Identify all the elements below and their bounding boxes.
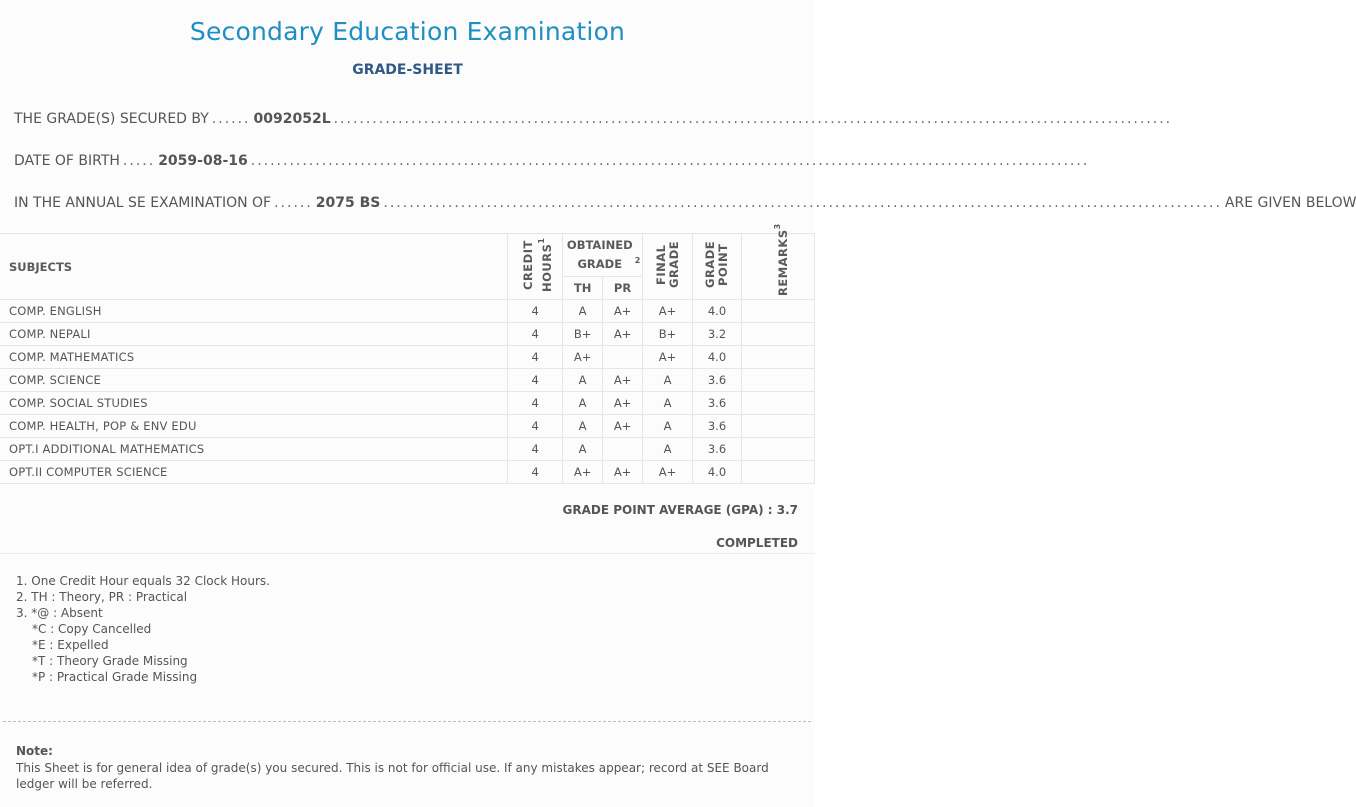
cell-grade-point: 3.6 bbox=[693, 438, 742, 461]
cell-final-grade: A bbox=[643, 392, 693, 415]
col-final-grade bbox=[643, 234, 693, 300]
cell-credit-hours: 4 bbox=[508, 415, 563, 438]
table-row bbox=[0, 392, 815, 415]
secured-by-value: 0092052L bbox=[253, 111, 331, 127]
cell-remarks bbox=[742, 461, 815, 484]
footnote-3-expelled: *E : Expelled bbox=[32, 638, 109, 652]
cell-th-grade: A+ bbox=[563, 346, 603, 369]
col-grade-point bbox=[693, 234, 742, 300]
col-credit-hours bbox=[508, 234, 563, 300]
dot-leader: .................................................................................................................................. bbox=[250, 153, 1090, 169]
grades-table bbox=[0, 223, 815, 484]
col-remarks bbox=[742, 223, 815, 300]
exam-tail: ARE GIVEN BELOW bbox=[1224, 195, 1356, 211]
gpa-summary: GRADE POINT AVERAGE (GPA) : 3.7 bbox=[562, 503, 798, 517]
cell-th-grade: A bbox=[563, 415, 603, 438]
exam-line bbox=[14, 195, 1356, 213]
cell-grade-point: 3.6 bbox=[693, 392, 742, 415]
cell-remarks bbox=[742, 392, 815, 415]
cell-remarks bbox=[742, 438, 815, 461]
dashed-divider bbox=[3, 721, 811, 722]
cell-grade-point: 4.0 bbox=[693, 461, 742, 484]
cell-th-grade: A bbox=[563, 300, 603, 323]
dob-label: DATE OF BIRTH bbox=[14, 153, 120, 169]
col-obtained-grade bbox=[563, 234, 643, 277]
cell-pr-grade: A+ bbox=[603, 415, 643, 438]
footnote-3-copy-cancelled: *C : Copy Cancelled bbox=[32, 622, 152, 636]
dob-value: 2059-08-16 bbox=[158, 153, 248, 169]
result-status: COMPLETED bbox=[716, 536, 798, 550]
col-obtained-grade-sup: 2 bbox=[634, 255, 641, 265]
cell-credit-hours: 4 bbox=[508, 323, 563, 346]
cell-grade-point: 4.0 bbox=[693, 300, 742, 323]
secured-by-line bbox=[14, 111, 1173, 129]
cell-remarks bbox=[742, 369, 815, 392]
cell-remarks bbox=[742, 323, 815, 346]
table-row bbox=[0, 323, 815, 346]
note-text: This Sheet is for general idea of grade(s) you secured. This is not for official use. If any mistakes appear; record at SEE Board ledger will be referred. bbox=[16, 761, 769, 791]
cell-th-grade: A+ bbox=[563, 461, 603, 484]
cell-remarks bbox=[742, 415, 815, 438]
cell-pr-grade: A+ bbox=[603, 392, 643, 415]
cell-pr-grade: A+ bbox=[603, 461, 643, 484]
cell-subject: COMP. NEPALI bbox=[0, 323, 508, 346]
cell-subject: OPT.I ADDITIONAL MATHEMATICS bbox=[0, 438, 508, 461]
footnotes bbox=[16, 573, 270, 685]
cell-final-grade: B+ bbox=[643, 323, 693, 346]
grades-table-body bbox=[0, 300, 815, 484]
cell-final-grade: A bbox=[643, 369, 693, 392]
cell-credit-hours: 4 bbox=[508, 346, 563, 369]
dot-leader: ...... bbox=[211, 111, 251, 127]
cell-credit-hours: 4 bbox=[508, 300, 563, 323]
cell-pr-grade: A+ bbox=[603, 323, 643, 346]
col-remarks-sup: 3 bbox=[773, 223, 782, 230]
exam-value: 2075 BS bbox=[315, 195, 381, 211]
cell-subject: COMP. SOCIAL STUDIES bbox=[0, 392, 508, 415]
exam-label: IN THE ANNUAL SE EXAMINATION OF bbox=[14, 195, 272, 211]
cell-grade-point: 3.6 bbox=[693, 415, 742, 438]
table-row bbox=[0, 346, 815, 369]
col-grade-point-label: GRADE POINT bbox=[703, 240, 731, 288]
dob-line bbox=[14, 153, 1090, 171]
cell-grade-point: 4.0 bbox=[693, 346, 742, 369]
cell-final-grade: A+ bbox=[643, 346, 693, 369]
table-row bbox=[0, 461, 815, 484]
cell-credit-hours: 4 bbox=[508, 438, 563, 461]
cell-final-grade: A bbox=[643, 438, 693, 461]
cell-subject: COMP. HEALTH, POP & ENV EDU bbox=[0, 415, 508, 438]
page-subtitle: GRADE-SHEET bbox=[352, 62, 463, 78]
col-credit-hours-label: CREDIT HOURS bbox=[521, 240, 554, 293]
col-th: TH bbox=[563, 276, 603, 299]
footnote-2: 2. TH : Theory, PR : Practical bbox=[16, 590, 188, 604]
cell-final-grade: A+ bbox=[643, 461, 693, 484]
cell-th-grade: A bbox=[563, 438, 603, 461]
col-credit-hours-sup: 1 bbox=[537, 237, 547, 244]
cell-subject: OPT.II COMPUTER SCIENCE bbox=[0, 461, 508, 484]
divider bbox=[0, 553, 815, 554]
cell-th-grade: B+ bbox=[563, 323, 603, 346]
cell-th-grade: A bbox=[563, 392, 603, 415]
dot-leader: ...... bbox=[274, 195, 313, 211]
cell-credit-hours: 4 bbox=[508, 369, 563, 392]
col-final-grade-label: FINAL GRADE bbox=[653, 240, 681, 288]
cell-pr-grade bbox=[603, 346, 643, 369]
footnote-1: 1. One Credit Hour equals 32 Clock Hours. bbox=[16, 574, 270, 588]
footnote-3-theory-missing: *T : Theory Grade Missing bbox=[32, 654, 188, 668]
col-remarks-label: REMARKS bbox=[775, 229, 790, 296]
col-subjects: SUBJECTS bbox=[0, 234, 508, 300]
cell-pr-grade: A+ bbox=[603, 300, 643, 323]
dot-leader: .................................................................................................................................. bbox=[333, 111, 1173, 127]
cell-final-grade: A bbox=[643, 415, 693, 438]
cell-grade-point: 3.2 bbox=[693, 323, 742, 346]
table-row bbox=[0, 369, 815, 392]
table-row bbox=[0, 300, 815, 323]
col-obtained-grade-label: OBTAINED GRADE bbox=[566, 237, 633, 271]
cell-credit-hours: 4 bbox=[508, 392, 563, 415]
cell-remarks bbox=[742, 300, 815, 323]
footnote-3: 3. *@ : Absent bbox=[16, 606, 103, 620]
dot-leader: ..... bbox=[122, 153, 156, 169]
cell-credit-hours: 4 bbox=[508, 461, 563, 484]
dot-leader: .................................................................................................................................. bbox=[383, 195, 1222, 211]
cell-remarks bbox=[742, 346, 815, 369]
cell-th-grade: A bbox=[563, 369, 603, 392]
col-pr: PR bbox=[603, 276, 643, 299]
secured-by-label: THE GRADE(S) SECURED BY bbox=[14, 111, 209, 127]
note-title: Note: bbox=[16, 744, 53, 758]
cell-pr-grade bbox=[603, 438, 643, 461]
cell-grade-point: 3.6 bbox=[693, 369, 742, 392]
cell-subject: COMP. SCIENCE bbox=[0, 369, 508, 392]
page-title: Secondary Education Examination bbox=[189, 17, 626, 46]
cell-subject: COMP. ENGLISH bbox=[0, 300, 508, 323]
table-row bbox=[0, 438, 815, 461]
cell-final-grade: A+ bbox=[643, 300, 693, 323]
cell-pr-grade: A+ bbox=[603, 369, 643, 392]
cell-subject: COMP. MATHEMATICS bbox=[0, 346, 508, 369]
table-row bbox=[0, 415, 815, 438]
footnote-3-practical-missing: *P : Practical Grade Missing bbox=[32, 670, 198, 684]
